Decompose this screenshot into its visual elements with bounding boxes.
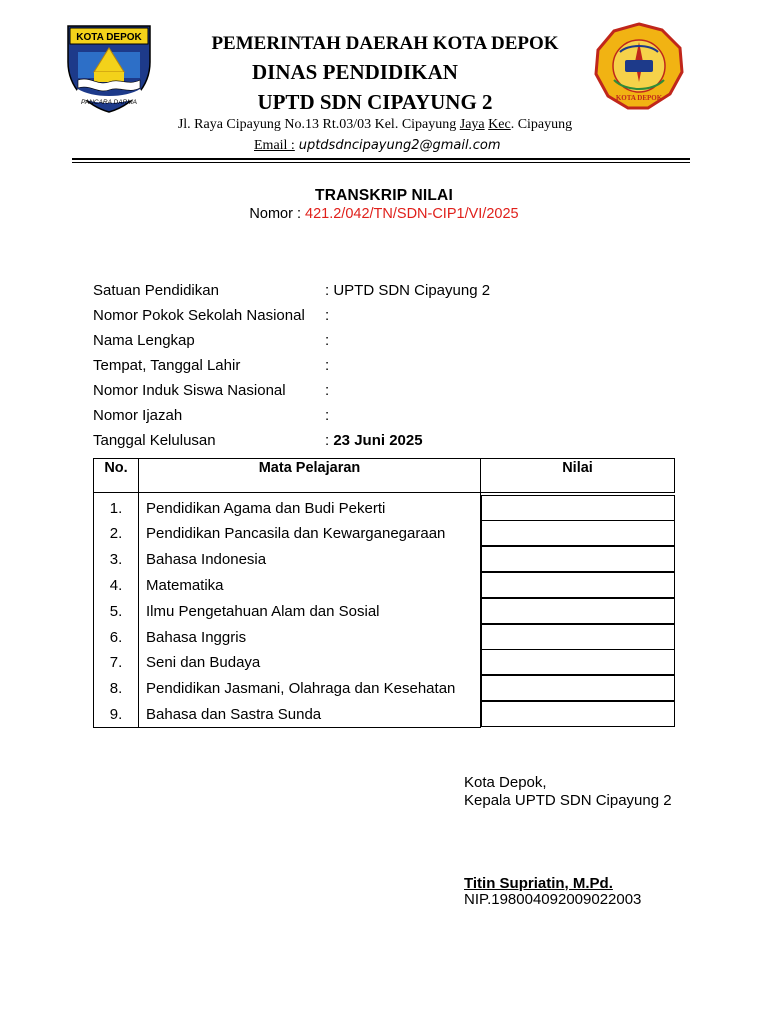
table-row	[94, 573, 675, 599]
score-box[interactable]	[481, 598, 675, 624]
row-number: 8.	[94, 676, 139, 702]
header-score: Nilai	[481, 459, 675, 493]
field-label-nama-lengkap: Nama Lengkap	[93, 332, 195, 349]
letterhead-government-name: PEMERINTAH DAERAH KOTA DEPOK	[211, 33, 559, 54]
row-subject: Pendidikan Pancasila dan Kewarganegaraan	[139, 521, 481, 547]
header-subject: Mata Pelajaran	[139, 459, 481, 493]
logo-right-text: KOTA DEPOK	[615, 94, 663, 102]
field-value-npsn: :	[325, 307, 330, 324]
header-no: No.	[94, 459, 139, 493]
row-score-cell[interactable]	[481, 598, 675, 624]
email-address: uptdsdncipayung2@gmail.com	[298, 138, 501, 153]
score-box[interactable]	[481, 572, 675, 598]
table-row	[94, 650, 675, 676]
row-subject: Bahasa Indonesia	[139, 547, 481, 573]
row-number: 7.	[94, 650, 139, 676]
row-score-cell[interactable]	[481, 650, 675, 676]
signature-position: Kepala UPTD SDN Cipayung 2	[464, 792, 672, 809]
table-header-row	[94, 459, 675, 493]
field-label-tempat-tanggal-lahir: Tempat, Tanggal Lahir	[93, 357, 241, 374]
address-kec: Kec	[488, 117, 511, 132]
table-row	[94, 624, 675, 650]
signature-name: Titin Supriatin, M.Pd.	[464, 875, 613, 892]
letterhead-agency-name: DINAS PENDIDIKAN	[252, 60, 458, 84]
document-number-value: 421.2/042/TN/SDN-CIP1/VI/2025	[305, 206, 519, 222]
letterhead-email	[254, 136, 501, 154]
signature-nip: NIP.198004092009022003	[464, 891, 642, 908]
row-subject: Ilmu Pengetahuan Alam dan Sosial	[139, 598, 481, 624]
document-title: TRANSKRIP NILAI	[315, 187, 453, 204]
address-end: . Cipayung	[510, 117, 573, 132]
row-subject: Bahasa Inggris	[139, 624, 481, 650]
field-value-satuan-pendidikan: : UPTD SDN Cipayung 2	[325, 282, 491, 299]
row-number: 2.	[94, 521, 139, 547]
row-score-cell[interactable]	[481, 624, 675, 650]
score-box[interactable]	[481, 520, 675, 546]
row-subject: Pendidikan Jasmani, Olahraga dan Kesehatan	[139, 676, 481, 702]
field-label-tanggal-kelulusan: Tanggal Kelulusan	[93, 432, 216, 449]
row-subject: Pendidikan Agama dan Budi Pekerti	[139, 493, 481, 522]
field-value-tempat-tanggal-lahir: :	[325, 357, 330, 374]
score-box[interactable]	[481, 675, 675, 701]
row-subject: Seni dan Budaya	[139, 650, 481, 676]
signature-place: Kota Depok,	[464, 774, 547, 791]
dinas-pendidikan-seal-icon	[592, 22, 686, 110]
row-score-cell[interactable]	[481, 547, 675, 573]
table-row	[94, 676, 675, 702]
letterhead-divider-thick	[72, 158, 690, 160]
row-score-cell[interactable]	[481, 573, 675, 599]
row-score-cell[interactable]	[481, 493, 675, 522]
tanggal-kelulusan-prefix: :	[325, 432, 334, 449]
field-label-npsn: Nomor Pokok Sekolah Nasional	[93, 307, 305, 324]
field-label-nisn: Nomor Induk Siswa Nasional	[93, 382, 286, 399]
score-box[interactable]	[481, 495, 675, 521]
field-label-nomor-ijazah: Nomor Ijazah	[93, 407, 183, 424]
row-number: 9.	[94, 702, 139, 728]
address-text: Jl. Raya Cipayung No.13 Rt.03/03 Kel. Cipayung	[177, 117, 460, 132]
table-row	[94, 547, 675, 573]
row-number: 6.	[94, 624, 139, 650]
table-row	[94, 702, 675, 728]
field-value-nisn: :	[325, 382, 330, 399]
document-number	[0, 206, 768, 222]
score-box[interactable]	[481, 546, 675, 572]
address-jaya: Jaya	[459, 117, 485, 132]
score-box[interactable]	[481, 701, 675, 727]
tanggal-kelulusan-date: 23 Juni 2025	[333, 432, 423, 449]
row-number: 1.	[94, 493, 139, 522]
row-score-cell[interactable]	[481, 702, 675, 728]
grades-table	[93, 458, 675, 728]
letterhead-address	[150, 117, 600, 133]
table-row	[94, 598, 675, 624]
row-number: 3.	[94, 547, 139, 573]
row-subject: Matematika	[139, 573, 481, 599]
row-score-cell[interactable]	[481, 521, 675, 547]
field-label-satuan-pendidikan: Satuan Pendidikan	[93, 282, 219, 299]
table-row	[94, 493, 675, 522]
table-row	[94, 521, 675, 547]
row-number: 4.	[94, 573, 139, 599]
letterhead-divider-thin	[72, 162, 690, 163]
letterhead-school-name: UPTD SDN CIPAYUNG 2	[257, 90, 493, 114]
logo-left-bottom-text: PANCARA DARMA	[81, 99, 137, 106]
field-value-nama-lengkap: :	[325, 332, 330, 349]
field-value-nomor-ijazah: :	[325, 407, 330, 424]
logo-left-top-text: KOTA DEPOK	[76, 32, 142, 43]
row-score-cell[interactable]	[481, 676, 675, 702]
score-box[interactable]	[481, 624, 675, 650]
email-label: Email :	[254, 138, 295, 153]
row-subject: Bahasa dan Sastra Sunda	[139, 702, 481, 728]
document-number-label: Nomor :	[249, 206, 305, 222]
row-number: 5.	[94, 598, 139, 624]
field-value-tanggal-kelulusan	[325, 432, 423, 449]
score-box[interactable]	[481, 649, 675, 675]
